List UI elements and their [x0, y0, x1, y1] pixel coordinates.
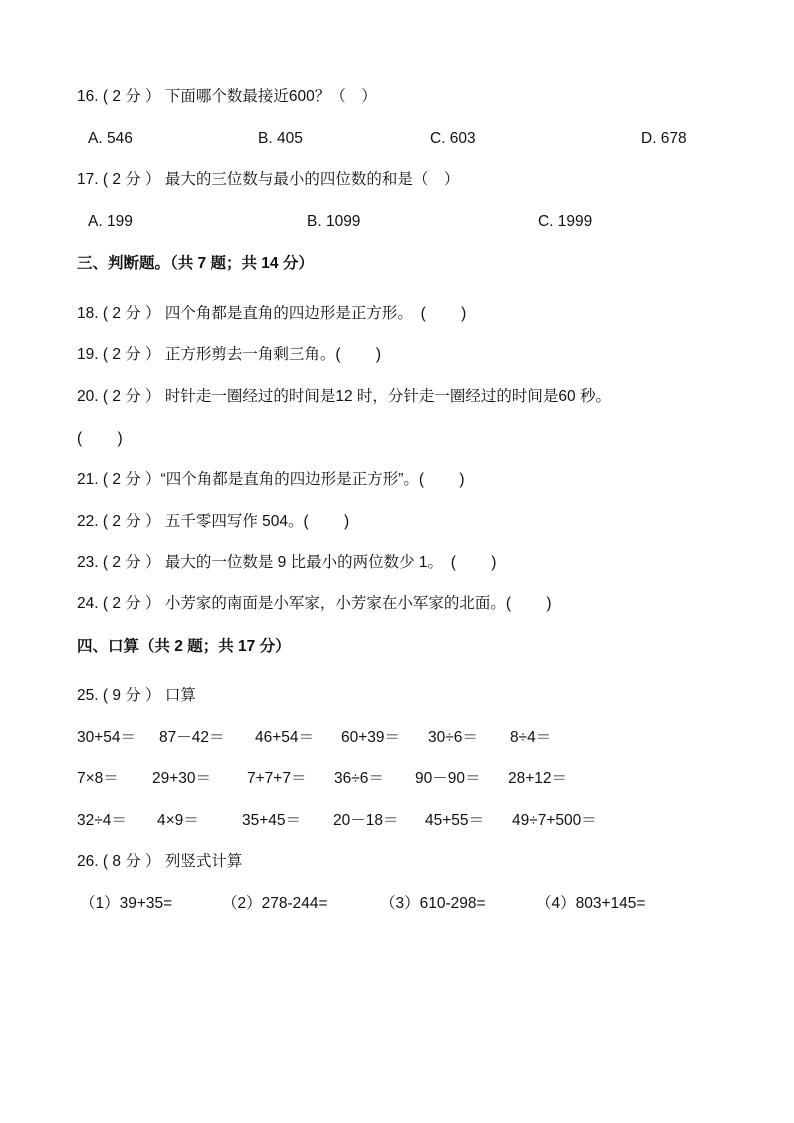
calc-item: 45+55＝: [425, 812, 485, 829]
section-4-heading: 四、口算（共 2 题；共 17 分）: [77, 638, 291, 655]
question-22: 22. ( 2 分 ） 五千零四写作 504。( ): [77, 513, 350, 530]
calc-item: 30+54＝: [77, 729, 137, 746]
calc-item: 30÷6＝: [428, 729, 478, 746]
calc-item: 36÷6＝: [334, 770, 384, 787]
calc-item: 20－18＝: [333, 812, 399, 829]
section-3-heading: 三、判断题。（共 7 题；共 14 分）: [77, 255, 314, 272]
vertical-calc-item: （4）803+145=: [536, 895, 646, 912]
question-23: 23. ( 2 分 ） 最大的一位数是 9 比最小的两位数少 1。 ( ): [77, 554, 497, 571]
question-21: 21. ( 2 分 ）“四个角都是直角的四边形是正方形”。( ): [77, 471, 465, 488]
calc-item: 8÷4＝: [510, 729, 552, 746]
question-26-text: 26. ( 8 分 ） 列竖式计算: [77, 853, 243, 870]
question-24: 24. ( 2 分 ） 小芳家的南面是小军家，小芳家在小军家的北面。( ): [77, 595, 552, 612]
option-a: A. 199: [88, 213, 133, 230]
vertical-calc-item: （2）278-244=: [222, 895, 328, 912]
option-c: C. 603: [430, 130, 476, 147]
option-d: D. 678: [641, 130, 687, 147]
calc-item: 87－42＝: [159, 729, 225, 746]
question-16-text: 16. ( 2 分 ） 下面哪个数最接近600？（ ）: [77, 88, 377, 105]
question-20-line1: 20. ( 2 分 ） 时针走一圈经过的时间是12 时，分针走一圈经过的时间是60 秒。: [77, 388, 611, 405]
calc-item: 90－90＝: [415, 770, 481, 787]
question-17-text: 17. ( 2 分 ） 最大的三位数与最小的四位数的和是（ ）: [77, 171, 460, 188]
vertical-calc-item: （1）39+35=: [80, 895, 173, 912]
option-c: C. 1999: [538, 213, 593, 230]
calc-item: 60+39＝: [341, 729, 401, 746]
question-25-text: 25. ( 9 分 ） 口算: [77, 687, 196, 704]
calc-item: 29+30＝: [152, 770, 212, 787]
calc-item: 35+45＝: [242, 812, 302, 829]
calc-item: 49÷7+500＝: [512, 812, 597, 829]
calc-item: 46+54＝: [255, 729, 315, 746]
calc-item: 4×9＝: [157, 812, 199, 829]
option-a: A. 546: [88, 130, 133, 147]
question-18: 18. ( 2 分 ） 四个角都是直角的四边形是正方形。 ( ): [77, 305, 467, 322]
calc-item: 7×8＝: [77, 770, 119, 787]
option-b: B. 1099: [307, 213, 361, 230]
calc-item: 28+12＝: [508, 770, 568, 787]
option-b: B. 405: [258, 130, 303, 147]
vertical-calc-item: （3）610-298=: [380, 895, 486, 912]
question-19: 19. ( 2 分 ） 正方形剪去一角剩三角。( ): [77, 346, 381, 363]
question-20-line2: ( ): [77, 430, 123, 447]
calc-item: 32÷4＝: [77, 812, 127, 829]
calc-item: 7+7+7＝: [247, 770, 307, 787]
